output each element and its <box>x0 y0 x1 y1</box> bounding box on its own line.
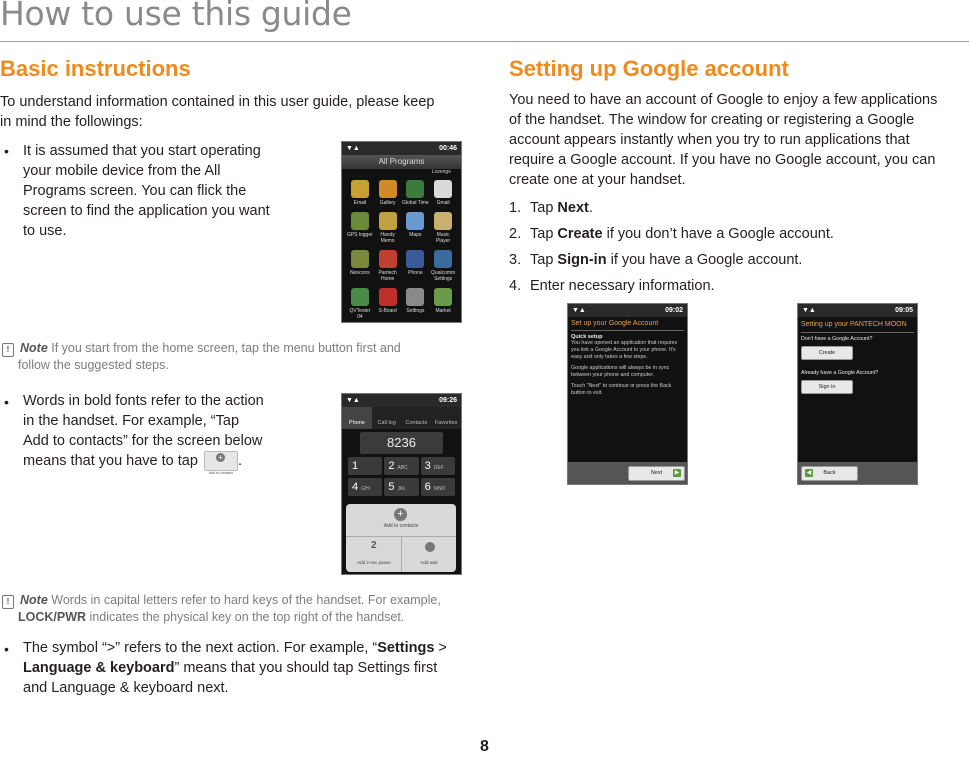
status-time: 00:46 <box>439 145 457 152</box>
setup-title: Set up your Google Account <box>571 320 659 327</box>
dialed-number: 8236 <box>360 432 443 454</box>
app-icon <box>351 250 369 268</box>
sign-in-button: Sign in <box>801 380 853 394</box>
step-item <box>509 198 964 224</box>
text-part: ” means that you should tap Settings first <box>174 660 438 676</box>
text-line: your mobile device from the All <box>23 163 221 179</box>
app-icon <box>351 288 369 306</box>
key-5 <box>384 478 418 496</box>
dialer-screenshot <box>341 393 462 575</box>
bold-text: Language & keyboard <box>23 660 175 676</box>
text-line: It is assumed that you start operating <box>23 143 261 159</box>
status-time: 09:05 <box>895 307 913 314</box>
quick-setup-label: Quick setup <box>571 334 603 340</box>
key-2 <box>384 457 418 475</box>
bullet-icon: • <box>4 143 9 159</box>
app-icon <box>379 180 397 198</box>
app-tile <box>374 288 402 320</box>
setup-divider <box>571 330 684 331</box>
back-button <box>801 466 858 481</box>
keypad-row <box>348 457 455 475</box>
google-intro <box>509 90 964 190</box>
app-tile <box>346 288 374 320</box>
app-tile <box>346 212 374 244</box>
google-setup-screenshot <box>567 303 688 485</box>
step-item <box>509 250 964 276</box>
step-bold: Sign-in <box>557 252 607 268</box>
step-text: Tap <box>530 226 558 242</box>
arrow-left-icon: ◀ <box>806 470 812 476</box>
app-tile <box>374 250 402 282</box>
key-4 <box>348 478 382 496</box>
key-letters: ABC <box>397 465 408 471</box>
intro-line: To understand information contained in this user guide, please keep <box>0 94 435 110</box>
note-text: indicates the physical key on the top right of the handset. <box>86 610 405 624</box>
intro-line: account appears instantly when you try to run applications that <box>509 132 910 148</box>
next-label: Next <box>650 470 663 476</box>
step-text: . <box>588 200 593 216</box>
key-digit: 4 <box>352 481 359 493</box>
intro-line: create one at your handset. <box>509 172 686 188</box>
no-account-question: Don't have a Google Account? <box>801 336 873 342</box>
step-text: Tap <box>530 252 558 268</box>
text-line-part: means that you have to tap <box>23 453 198 469</box>
app-label: Neocons <box>350 270 370 276</box>
app-label: Phone <box>408 270 423 276</box>
key-6 <box>421 478 455 496</box>
step-number: 1. <box>509 200 522 216</box>
app-icon <box>406 288 424 306</box>
back-label: Back <box>823 470 836 476</box>
pantech-setup-screenshot <box>797 303 918 485</box>
note-text: Words in capital letters refer to hard keys of the handset. For example, <box>51 593 441 607</box>
app-tile <box>374 212 402 244</box>
setup-paragraph: Google applications will always be in sync between your phone and computer. <box>571 365 670 378</box>
plus-icon: + <box>216 453 225 462</box>
key-digit: 1 <box>352 460 359 472</box>
app-icon <box>379 288 397 306</box>
bold-text: Settings <box>377 640 435 656</box>
step-text: Tap <box>530 200 558 216</box>
bullet-3-text <box>23 638 463 698</box>
key-letters: GHI <box>361 486 371 492</box>
text-line <box>23 638 463 658</box>
app-icon <box>406 180 424 198</box>
setup-footer <box>568 462 687 484</box>
text-line <box>23 451 303 476</box>
signal-icon: ▼▲ <box>346 397 360 404</box>
corner-label: Lozenge <box>431 169 451 175</box>
page-number: 8 <box>480 738 489 755</box>
app-label: Music Player <box>436 232 451 244</box>
app-icon <box>351 180 369 198</box>
text-line: Programs screen. You can flick the <box>23 183 247 199</box>
key-digit: 6 <box>424 481 431 493</box>
app-label: Gallery <box>379 200 396 206</box>
setup-paragraph: Touch "Next" to continue or press the Back button to exit. <box>571 383 672 396</box>
note-label: Note <box>20 593 48 607</box>
app-tile <box>402 180 430 206</box>
add-pause-label: Add 2-sec pause <box>357 560 391 565</box>
tab-contacts: Contacts <box>405 420 428 426</box>
app-label: Global Time <box>402 200 429 206</box>
all-programs-title: All Programs <box>342 155 461 169</box>
page-title: How to use this guide <box>0 0 352 33</box>
text-line: Add to contacts” for the screen below <box>23 433 263 449</box>
app-tile <box>429 250 457 282</box>
app-icon <box>434 180 452 198</box>
pantech-footer <box>798 462 917 484</box>
step-bold: Create <box>557 226 603 242</box>
app-tile <box>429 212 457 244</box>
status-time: 09:02 <box>665 307 683 314</box>
app-icon <box>406 250 424 268</box>
note-1 <box>2 340 442 374</box>
key-digit: 2 <box>388 460 395 472</box>
keypad-row <box>348 478 455 496</box>
key-letters: MNO <box>433 486 446 492</box>
dialer-options-panel <box>346 504 456 572</box>
create-button: Create <box>801 346 853 360</box>
text-line <box>23 658 463 678</box>
bullet-1-text <box>23 141 303 241</box>
intro-line: in mind the followings: <box>0 114 143 130</box>
key-digit: 5 <box>388 481 395 493</box>
note-icon: ! <box>2 343 14 357</box>
intro-line: require a Google account. If you have no Google account, you can <box>509 152 936 168</box>
signal-icon: ▼▲ <box>572 307 586 314</box>
app-label: Email <box>353 200 367 206</box>
next-button <box>628 466 685 481</box>
step-number: 3. <box>509 252 522 268</box>
pantech-title: Setting up your PANTECH MOON <box>801 321 907 328</box>
status-bar <box>568 304 687 317</box>
text-line: in the handset. For example, “Tap <box>23 413 240 429</box>
note-text: follow the suggested steps. <box>18 358 169 372</box>
tab-call-log: Call log <box>377 420 396 426</box>
app-tile <box>429 288 457 320</box>
step-text: if you have a Google account. <box>606 252 803 268</box>
pantech-divider <box>801 332 914 333</box>
app-label: Gmail <box>436 200 450 206</box>
app-label: QVTester 04 <box>349 308 371 320</box>
app-label: S-Board <box>378 308 397 314</box>
app-icon <box>434 212 452 230</box>
bullet-icon: • <box>4 641 9 657</box>
key-3 <box>421 457 455 475</box>
app-icon <box>434 288 452 306</box>
app-label: Maps <box>409 232 422 238</box>
title-divider <box>0 41 969 42</box>
key-letters: JKL <box>397 486 407 492</box>
app-icon <box>351 212 369 230</box>
note-text: If you start from the home screen, tap the menu button first and <box>51 341 401 355</box>
app-tile <box>402 288 430 320</box>
app-tile <box>402 250 430 282</box>
step-bold: Next <box>557 200 589 216</box>
step-text: Enter necessary information. <box>530 278 715 294</box>
signal-icon: ▼▲ <box>802 307 816 314</box>
all-programs-screenshot <box>341 141 462 323</box>
step-number: 4. <box>509 278 522 294</box>
steps-list <box>509 198 964 302</box>
tab-favorites: Favorites <box>434 420 458 426</box>
step-item <box>509 276 964 302</box>
app-label: Qualcomm Settings <box>431 270 456 282</box>
google-account-heading: Setting up Google account <box>509 56 789 81</box>
key-1 <box>348 457 382 475</box>
app-label: GPS logger <box>346 232 373 238</box>
add-wait-label: Add wait <box>420 560 438 565</box>
app-icon <box>434 250 452 268</box>
bullet-2-text <box>23 391 303 476</box>
text-part: > <box>434 640 447 656</box>
basic-intro <box>0 92 470 132</box>
app-icon <box>379 250 397 268</box>
signal-icon: ▼▲ <box>346 145 360 152</box>
step-item <box>509 224 964 250</box>
note-2 <box>2 592 462 626</box>
setup-paragraph: You have opened an application that requires you link a Google Account to your phone. It's easy and only takes a few steps. <box>571 340 678 360</box>
have-account-question: Already have a Google Account? <box>801 370 879 376</box>
note-icon: ! <box>2 595 14 609</box>
basic-instructions-heading: Basic instructions <box>0 56 191 81</box>
app-tile <box>429 180 457 206</box>
status-bar <box>798 304 917 317</box>
key-digit: 3 <box>424 460 431 472</box>
text-line-part: . <box>237 453 242 469</box>
app-tile <box>402 212 430 244</box>
app-tile <box>374 180 402 206</box>
status-bar <box>342 142 461 155</box>
add-to-contacts-inline-icon <box>204 451 238 476</box>
intro-line: You need to have an account of Google to enjoy a few applications <box>509 92 938 108</box>
bullet-icon: • <box>4 394 9 410</box>
app-label: Market <box>435 308 451 314</box>
text-line: to use. <box>23 223 67 239</box>
app-tile <box>346 180 374 206</box>
status-bar <box>342 394 461 407</box>
dialer-tabs <box>342 407 461 429</box>
text-line: and Language & keyboard next. <box>23 680 229 696</box>
app-label: Pantech Home <box>378 270 397 282</box>
intro-line: of the handset. The window for creating or registering a Google <box>509 112 915 128</box>
text-line: screen to find the application you want <box>23 203 270 219</box>
step-text: if you don’t have a Google account. <box>602 226 834 242</box>
app-grid <box>342 174 461 323</box>
tab-phone: Phone <box>342 407 372 429</box>
app-icon <box>406 212 424 230</box>
add-contact-icon: + <box>394 508 407 521</box>
clock-icon <box>425 542 435 552</box>
step-number: 2. <box>509 226 522 242</box>
app-tile <box>346 250 374 282</box>
arrow-right-icon: ▶ <box>674 470 680 476</box>
text-line: Words in bold fonts refer to the action <box>23 393 264 409</box>
inline-icon-label: Add to contacts <box>208 471 234 476</box>
key-letters: DEF <box>433 465 444 471</box>
note-keyword: LOCK/PWR <box>18 610 87 624</box>
add-to-contacts-label: Add to contacts <box>383 523 419 529</box>
pause-icon: 2 <box>371 540 377 551</box>
note-label: Note <box>20 341 48 355</box>
app-label: Settings <box>406 308 425 314</box>
status-time: 09:26 <box>439 397 457 404</box>
app-label: Handy Memo <box>380 232 395 244</box>
panel-divider <box>401 536 402 572</box>
app-icon <box>379 212 397 230</box>
text-part: The symbol “>” refers to the next action. For example, “ <box>23 640 378 656</box>
